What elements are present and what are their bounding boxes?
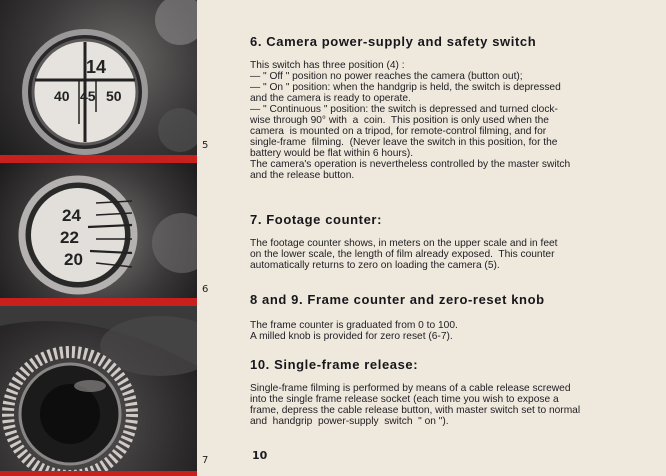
section-6-line: — " Continuous " position: the switch is depressed and turned clock- [250, 104, 558, 115]
section-10-line: into the single frame release socket (each time you wish to expose a [250, 394, 559, 405]
dial2-label-20: 20 [64, 250, 83, 269]
section-7-body [250, 238, 650, 271]
section-10-line: and handgrip power-supply switch " on "). [250, 416, 449, 427]
dial2-label-24: 24 [62, 206, 81, 225]
section-8-9-body [250, 320, 650, 342]
folio-page-number: 10 [252, 449, 268, 462]
section-6-line: The camera's operation is nevertheless controlled by the master switch [250, 159, 571, 170]
section-6-line: and the camera is ready to operate. [250, 93, 411, 104]
photo-zero-reset-knob [0, 306, 197, 471]
dial1-label-top: 14 [86, 57, 107, 77]
section-6-line: This switch has three position (4) : [250, 60, 405, 71]
page-number-6: 6 [202, 284, 209, 295]
section-10-title: 10. Single-frame release: [250, 357, 419, 372]
dial1-label-right: 50 [106, 88, 122, 104]
section-8-9-title: 8 and 9. Frame counter and zero-reset knob [250, 292, 545, 307]
dial2-label-22: 22 [60, 228, 79, 247]
page-number-5: 5 [202, 140, 209, 151]
section-8-9-line: The frame counter is graduated from 0 to 100. [250, 320, 458, 331]
section-10-line: frame, depress the cable release button, with master switch set to normal [250, 405, 581, 416]
section-6-line: camera is mounted on a tripod, for remote-control filming, and for [250, 126, 547, 137]
photo-column [0, 0, 197, 476]
section-6-line: and the release button. [250, 170, 355, 181]
dial1-label-left: 40 [54, 88, 70, 104]
section-6-line: — " Off " position no power reaches the camera (button out); [250, 71, 523, 82]
page-number-7: 7 [202, 455, 209, 466]
section-10-line: Single-frame filming is performed by means of a cable release screwed [250, 383, 571, 394]
photo-footage-counter [0, 163, 197, 298]
section-7-line: on the lower scale, the length of film already exposed. This counter [250, 249, 555, 260]
dial-illustration-2 [0, 163, 197, 298]
section-6-line: battery would be flat within 6 hours). [250, 148, 414, 159]
section-7-line: automatically returns to zero on loading the camera (5). [250, 260, 500, 271]
section-8-9-line: A milled knob is provided for zero reset (6-7). [250, 331, 453, 342]
section-7-line: The footage counter shows, in meters on the upper scale and in feet [250, 238, 558, 249]
section-6-line: — " On " position: when the handgrip is held, the switch is depressed [250, 82, 561, 93]
section-10-body [250, 383, 650, 427]
knob-illustration [0, 306, 197, 471]
section-7-title: 7. Footage counter: [250, 212, 383, 227]
section-6-body [250, 60, 650, 181]
photo-power-switch-dial [0, 0, 197, 155]
section-6-line: single-frame filming. (Never leave the switch in this position, for the [250, 137, 558, 148]
dial-illustration-1 [0, 0, 197, 155]
dial1-label-mid: 45 [80, 88, 96, 104]
section-6-title: 6. Camera power-supply and safety switch [250, 34, 537, 49]
section-6-line: wise through 90° with a coin. This position is only used when the [250, 115, 549, 126]
